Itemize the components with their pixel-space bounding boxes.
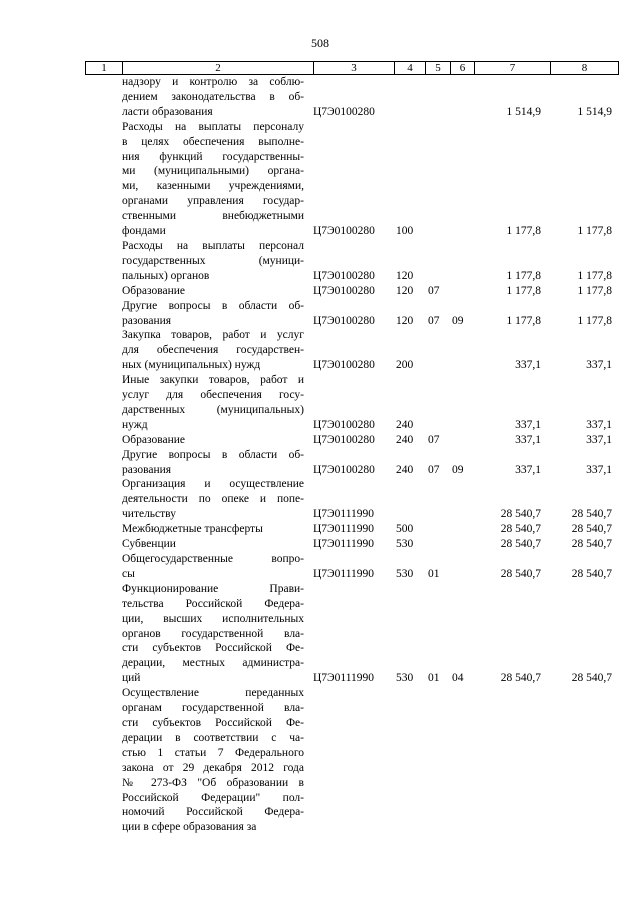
column-header-5: 5: [426, 62, 451, 75]
description-line: нужд: [122, 418, 148, 431]
amount-col-7: 28 540,7: [500, 508, 541, 521]
amount-col-8: 1 177,8: [577, 314, 612, 327]
column-header-4: 4: [395, 62, 426, 75]
description-line: государственных (муници-: [122, 254, 304, 267]
amount-col-7: 28 540,7: [500, 672, 541, 685]
amount-col-8: 337,1: [586, 433, 612, 446]
table-row: [85, 284, 616, 299]
column-header-8: 8: [551, 62, 619, 75]
row-description: [122, 552, 304, 582]
column-header-row: [85, 61, 619, 75]
row-description: [122, 373, 304, 433]
target-article-code: Ц7Э0111990: [313, 508, 375, 521]
amount-col-8: 337,1: [586, 359, 612, 372]
table-body: [85, 75, 616, 835]
table-row: [85, 120, 616, 239]
table-row: [85, 552, 616, 582]
amount-col-8: 1 514,9: [577, 105, 612, 118]
row-description: [122, 537, 304, 552]
amount-col-8: 337,1: [586, 418, 612, 431]
description-line: органами управления государ-: [122, 195, 304, 208]
amount-col-8: 28 540,7: [571, 523, 612, 536]
section-code: 07: [428, 463, 440, 476]
table-row: [85, 448, 616, 478]
description-line: Расходы на выплаты персонал: [122, 239, 304, 252]
target-article-code: Ц7Э0111990: [313, 567, 375, 580]
amount-col-8: 28 540,7: [571, 672, 612, 685]
column-header-3: 3: [314, 62, 395, 75]
description-line: ми, казенными учреждениями,: [122, 180, 304, 193]
description-line: дерации в соответствии с ча-: [122, 731, 304, 744]
page-number: 508: [311, 36, 329, 50]
row-description: [122, 299, 304, 329]
amount-col-7: 28 540,7: [500, 523, 541, 536]
description-line: сти субъектов Российской Фе-: [122, 642, 304, 655]
description-line: разования: [122, 463, 172, 476]
amount-col-8: 1 177,8: [577, 284, 612, 297]
table-row: [85, 433, 616, 448]
table-row: [85, 239, 616, 284]
amount-col-7: 337,1: [515, 433, 541, 446]
expense-type-code: 100: [396, 225, 414, 238]
description-line: номочий Российской Федера-: [122, 806, 304, 819]
description-line: услуг для обеспечения госу-: [122, 389, 304, 402]
expense-type-code: 200: [396, 359, 414, 372]
description-line: Другие вопросы в области об-: [122, 448, 304, 461]
target-article-code: Ц7Э0100280: [313, 225, 375, 238]
amount-col-7: 1 177,8: [506, 269, 541, 282]
subsection-code: 09: [452, 463, 464, 476]
amount-col-7: 28 540,7: [500, 538, 541, 551]
description-line: ласти образования: [122, 105, 213, 118]
row-description: [122, 284, 304, 299]
table-row: [85, 582, 616, 686]
description-line: органам государственной вла-: [122, 702, 304, 715]
table-row: [85, 477, 616, 522]
description-line: органов государственной вла-: [122, 627, 304, 640]
target-article-code: Ц7Э0100280: [313, 463, 375, 476]
description-line: ции в сфере образования за: [122, 821, 257, 834]
description-line: Осуществление переданных: [122, 687, 304, 700]
target-article-code: Ц7Э0111990: [313, 672, 375, 685]
expense-type-code: 530: [396, 538, 414, 551]
expense-type-code: 240: [396, 433, 414, 446]
expense-type-code: 120: [396, 284, 414, 297]
table-row: [85, 299, 616, 329]
table-row: [85, 522, 616, 537]
description-line: Иные закупки товаров, работ и: [122, 374, 304, 387]
row-description: [122, 448, 304, 478]
expense-type-code: 240: [396, 463, 414, 476]
section-code: 01: [428, 567, 440, 580]
subsection-code: 04: [452, 672, 464, 685]
section-code: 07: [428, 433, 440, 446]
table-row: [85, 686, 616, 835]
description-line: тельства Российской Федера-: [122, 597, 304, 610]
amount-col-7: 28 540,7: [500, 567, 541, 580]
target-article-code: Ц7Э0100280: [313, 433, 375, 446]
column-header-1: 1: [86, 62, 123, 75]
description-line: Российской Федерации" пол-: [122, 791, 304, 804]
amount-col-8: 1 177,8: [577, 225, 612, 238]
description-line: дерации, местных администра-: [122, 657, 304, 670]
section-code: 07: [428, 314, 440, 327]
description-line: для обеспечения государствен-: [122, 344, 304, 357]
table-row: [85, 537, 616, 552]
expense-type-code: 120: [396, 314, 414, 327]
row-description: [122, 686, 304, 835]
row-description: [122, 328, 304, 373]
expense-type-code: 120: [396, 269, 414, 282]
target-article-code: Ц7Э0100280: [313, 284, 375, 297]
target-article-code: Ц7Э0100280: [313, 269, 375, 282]
description-line: Функционирование Прави-: [122, 582, 304, 595]
description-line: стью 1 статьи 7 Федерального: [122, 746, 304, 759]
description-line: закона от 29 декабря 2012 года: [122, 761, 304, 774]
description-line: дарственных (муниципальных): [122, 403, 304, 416]
column-header-6: 6: [451, 62, 475, 75]
expense-type-code: 530: [396, 567, 414, 580]
description-line: Образование: [122, 284, 186, 297]
description-line: разования: [122, 314, 172, 327]
description-line: Другие вопросы в области об-: [122, 299, 304, 312]
description-line: сти субъектов Российской Фе-: [122, 716, 304, 729]
description-line: Закупка товаров, работ и услуг: [122, 329, 304, 342]
description-line: сы: [122, 567, 135, 580]
amount-col-8: 337,1: [586, 463, 612, 476]
description-line: надзору и контролю за соблю-: [122, 76, 304, 88]
target-article-code: Ц7Э0100280: [313, 105, 375, 118]
row-description: [122, 239, 304, 284]
amount-col-7: 1 514,9: [506, 105, 541, 118]
description-line: чительству: [122, 508, 176, 521]
amount-col-7: 1 177,8: [506, 284, 541, 297]
expense-type-code: 500: [396, 523, 414, 536]
description-line: в целях обеспечения выполне-: [122, 135, 304, 148]
target-article-code: Ц7Э0100280: [313, 314, 375, 327]
target-article-code: Ц7Э0100280: [313, 359, 375, 372]
row-description: [122, 477, 304, 522]
description-line: Субвенции: [122, 538, 176, 551]
amount-col-7: 337,1: [515, 418, 541, 431]
amount-col-7: 1 177,8: [506, 225, 541, 238]
amount-col-8: 28 540,7: [571, 567, 612, 580]
description-line: фондами: [122, 225, 166, 238]
target-article-code: Ц7Э0111990: [313, 523, 375, 536]
table-row: [85, 75, 616, 120]
description-line: ций: [122, 672, 141, 685]
amount-col-8: 1 177,8: [577, 269, 612, 282]
target-article-code: Ц7Э0111990: [313, 538, 375, 551]
description-line: Организация и осуществление: [122, 478, 304, 491]
column-header-2: 2: [123, 62, 314, 75]
amount-col-8: 28 540,7: [571, 538, 612, 551]
description-line: ных (муниципальных) нужд: [122, 359, 261, 372]
row-description: [122, 522, 304, 537]
amount-col-7: 1 177,8: [506, 314, 541, 327]
description-line: ния функций государственны-: [122, 150, 304, 163]
description-line: пальных) органов: [122, 269, 210, 282]
expense-type-code: 530: [396, 672, 414, 685]
amount-col-8: 28 540,7: [571, 508, 612, 521]
target-article-code: Ц7Э0100280: [313, 418, 375, 431]
subsection-code: 09: [452, 314, 464, 327]
row-description: [122, 120, 304, 239]
expense-type-code: 240: [396, 418, 414, 431]
table-row: [85, 328, 616, 373]
description-line: дением законодательства в об-: [122, 90, 304, 103]
description-line: деятельности по опеке и попе-: [122, 493, 304, 506]
section-code: 07: [428, 284, 440, 297]
amount-col-7: 337,1: [515, 463, 541, 476]
table-row: [85, 373, 616, 433]
description-line: № 273-ФЗ "Об образовании в: [122, 776, 304, 789]
description-line: Расходы на выплаты персоналу: [122, 120, 304, 133]
description-line: ственными внебюджетными: [122, 210, 304, 223]
row-description: [122, 433, 304, 448]
amount-col-7: 337,1: [515, 359, 541, 372]
row-description: [122, 75, 304, 120]
column-header-7: 7: [475, 62, 551, 75]
row-description: [122, 582, 304, 686]
description-line: Общегосударственные вопро-: [122, 553, 304, 565]
description-line: ми (муниципальными) органа-: [122, 165, 304, 178]
description-line: Образование: [122, 433, 186, 446]
description-line: ции, высших исполнительных: [122, 612, 304, 625]
description-line: Межбюджетные трансферты: [122, 523, 263, 536]
section-code: 01: [428, 672, 440, 685]
